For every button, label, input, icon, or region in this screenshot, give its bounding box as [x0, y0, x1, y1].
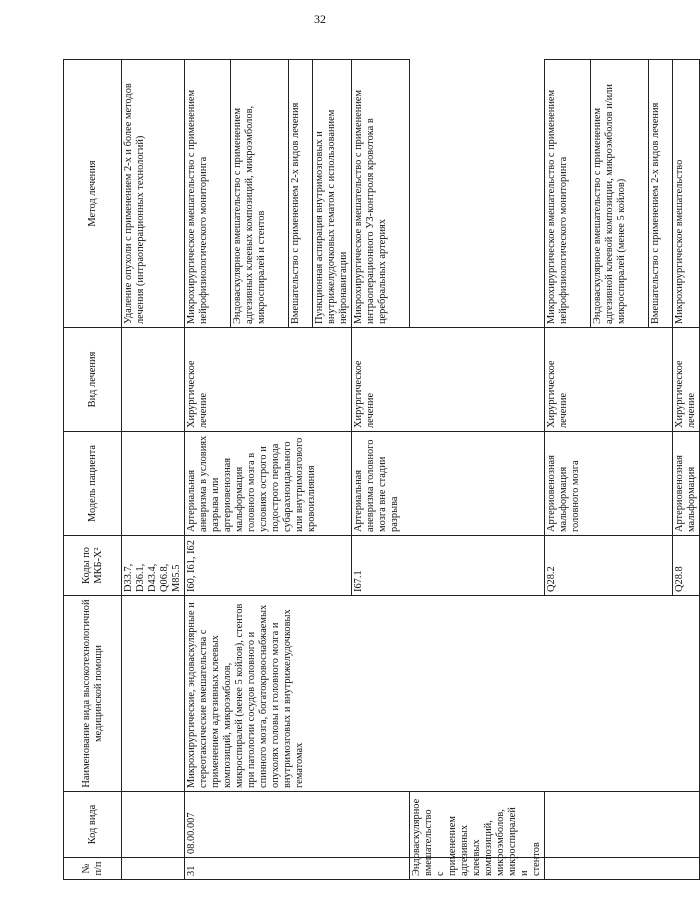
cell-method: Микрохирургическое вмешательство — [673, 60, 700, 328]
cell-num: 31 — [185, 858, 410, 880]
cell-method: Микрохирургическое вмешательство с применением нейрофизиологического мониторинга — [185, 60, 231, 328]
cell-model: Артериовенозная мальформация — [673, 432, 700, 536]
cell-method: Микрохирургическое вмешательство с применением нейрофизиологического мониторинга — [545, 60, 591, 328]
page-number: 32 — [314, 12, 326, 26]
header-row — [64, 60, 122, 880]
header-name: Наименование вида высокотехнологичной медицинской помощи — [64, 596, 122, 792]
rotated-table-container — [63, 60, 697, 880]
cell-name — [122, 596, 185, 792]
header-type: Вид лечения — [64, 328, 122, 432]
cell-method: Вмешательство с применением 2-х видов лечения — [649, 60, 673, 328]
cell-mkb: D33.7, D36.1, D43.4, Q06.8, M85.5 — [122, 536, 185, 596]
cell-num — [122, 858, 185, 880]
header-mkb: Коды по МКБ-X² — [64, 536, 122, 596]
cell-name: Микрохирургические, эндоваскулярные и стереотаксические вмешательства с применением адгезивных клеевых композиций, микроэмболов, микроспиралей (менее 5 койлов), стентов при патологии сосудов головного и спинного мозга, богатокровоснабжаемых опухолях головы и головного мозга и внутримозговых и внутрижелудочковых гематомах — [185, 596, 700, 792]
cell-mkb: Q28.2 — [545, 536, 673, 596]
cell-type: Хирургическое лечение — [352, 328, 545, 432]
cell-mkb: Q28.8 — [673, 536, 700, 596]
cell-model — [122, 432, 185, 536]
cell-method: Удаление опухоли с применением 2-х и более методов лечения (интраоперационных технологий) — [122, 60, 185, 328]
cell-mkb: I67.1 — [352, 536, 545, 596]
cell-method: Пункционная аспирация внутримозговых и внутрижелудочковых гематом с использованием нейронавигации — [313, 60, 352, 328]
header-num: № п/п — [64, 858, 122, 880]
table-row — [185, 60, 231, 880]
cell-method: Эндоваскулярное вмешательство с применением адгезивных клеевых композиций, микроэмболов, микроспиралей и стентов — [231, 60, 289, 328]
cell-method: Эндоваскулярное вмешательство с применением адгезивных клеевых композиций, микроэмболов, микроспиралей и стентов — [410, 858, 545, 880]
table-row — [122, 60, 185, 880]
cell-model: Артериовенозная мальформация головного мозга — [545, 432, 673, 536]
cell-model: Артериальная аневризма в условиях разрыва или артериовенозная мальформация головного мозга в условиях острого и подострого периода субарахноидального или внутримозгового кровоизлияния — [185, 432, 352, 536]
cell-type: Хирургическое лечение — [673, 328, 700, 432]
cell-code — [122, 792, 185, 858]
medical-care-table — [63, 59, 700, 880]
header-method: Метод лечения — [64, 60, 122, 328]
cell-method: Вмешательство с применением 2-х видов лечения — [289, 60, 313, 328]
cell-method: Эндоваскулярное вмешательство с применением адгезивной клеевой композиции, микроэмболов и/или микроспиралей (менее 5 койлов) — [591, 60, 649, 328]
cell-code: 08.00.007 — [185, 792, 410, 858]
header-model: Модель пациента — [64, 432, 122, 536]
cell-type: Хирургическое лечение — [185, 328, 352, 432]
cell-type: Хирургическое лечение — [545, 328, 673, 432]
cell-type — [122, 328, 185, 432]
cell-model: Артериальная аневризма головного мозга вне стадии разрыва — [352, 432, 545, 536]
cell-mkb: I60, I61, I62 — [185, 536, 352, 596]
header-code: Код вида — [64, 792, 122, 858]
cell-method: Микрохирургическое вмешательство с применением интраоперационного УЗ-контроля кровотока в церебральных артериях — [352, 60, 410, 328]
